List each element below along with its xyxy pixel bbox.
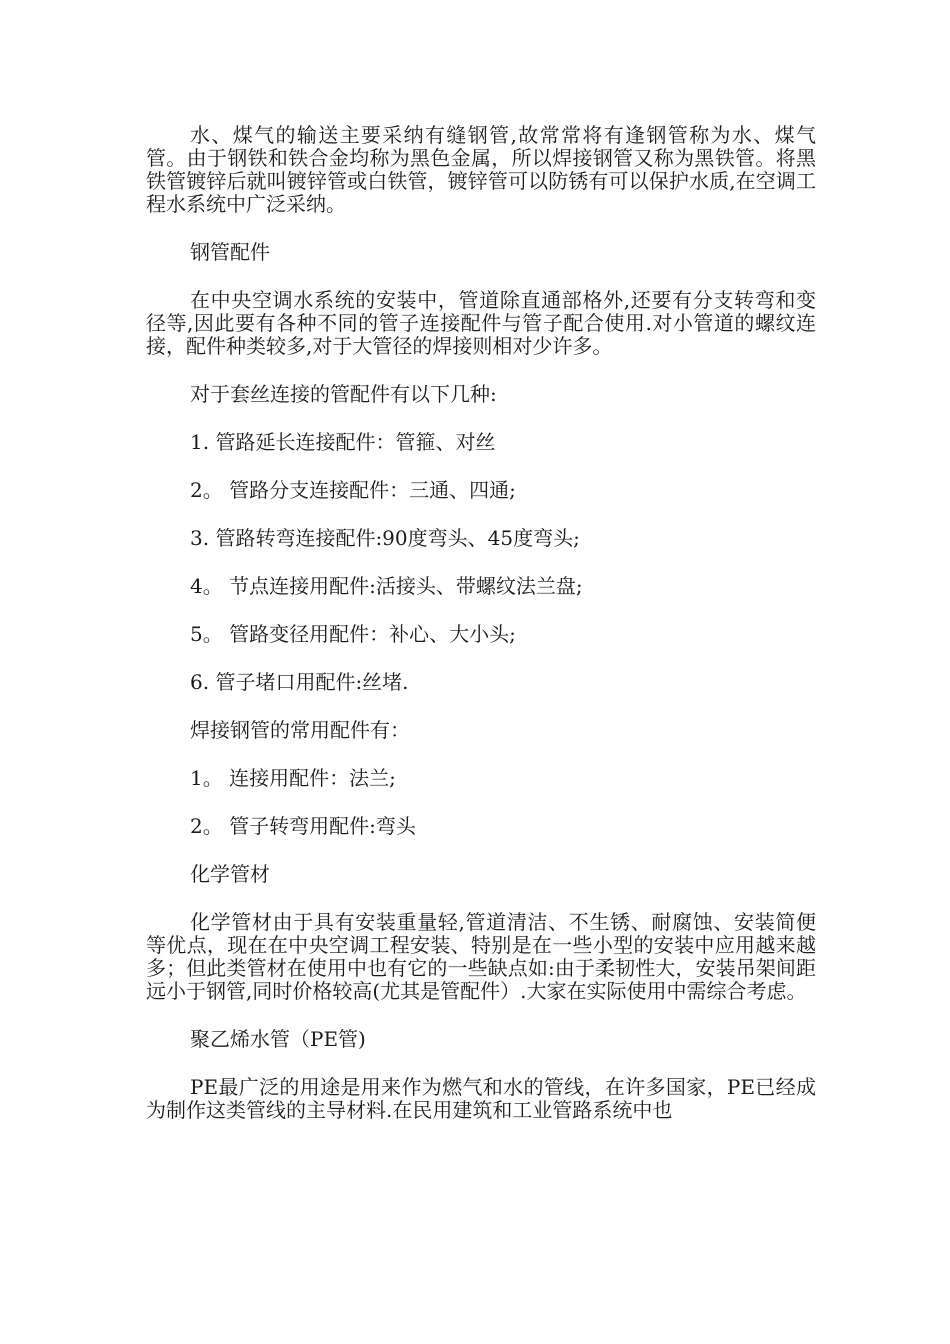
list-item: 1。 连接用配件：法兰; [190,766,396,790]
heading-pe-pipe: 聚乙烯水管（PE管) [190,1027,366,1051]
list-threaded-intro: 对于套丝连接的管配件有以下几种: [190,382,497,406]
heading-chemical-pipe: 化学管材 [190,862,270,886]
list-item: 4。 节点连接用配件:活接头、带螺纹法兰盘; [190,574,583,598]
list-item: 3. 管路转弯连接配件:90度弯头、45度弯头; [190,526,580,550]
paragraph-steel-pipe: 水、煤气的输送主要采纳有缝钢管,故常常将有逢钢管称为水、煤气管。由于钢铁和铁合金均称为黑色金属，所以焊接钢管又称为黑铁管。将黑铁管镀锌后就叫镀锌管或白铁管，镀锌管可以防锈有可以保护水质,在空调工程水系统中广泛采纳。 [146,123,816,216]
paragraph-fittings-intro: 在中央空调水系统的安装中，管道除直通部格外,还要有分支转弯和变径等,因此要有各种不同的管子连接配件与管子配合使用.对小管道的螺纹连接，配件种类较多,对于大管径的焊接则相对少许多。 [146,288,816,358]
paragraph-chemical-pipe: 化学管材由于具有安装重量轻,管道清洁、不生锈、耐腐蚀、安装简便等优点，现在在中央空调工程安装、特别是在一些小型的安装中应用越来越多；但此类管材在使用中也有它的一些缺点如:由于柔韧性大，安装吊架间距远小于钢管,同时价格较高(尤其是管配件）.大家在实际使用中需综合考虑。 [146,910,816,1003]
list-item: 1. 管路延长连接配件：管箍、对丝 [190,430,496,454]
heading-steel-fittings: 钢管配件 [190,240,270,264]
list-item: 5。 管路变径用配件：补心、大小头; [190,622,516,646]
document-body [146,124,816,1147]
list-welded-intro: 焊接钢管的常用配件有： [190,718,410,742]
list-item: 2。 管路分支连接配件：三通、四通; [190,478,516,502]
list-item: 6. 管子堵口用配件:丝堵. [190,670,409,694]
paragraph-pe-pipe: PE最广泛的用途是用来作为燃气和水的管线，在许多国家，PE已经成为制作这类管线的主导材料.在民用建筑和工业管路系统中也 [146,1075,816,1122]
list-item: 2。 管子转弯用配件:弯头 [190,814,416,838]
